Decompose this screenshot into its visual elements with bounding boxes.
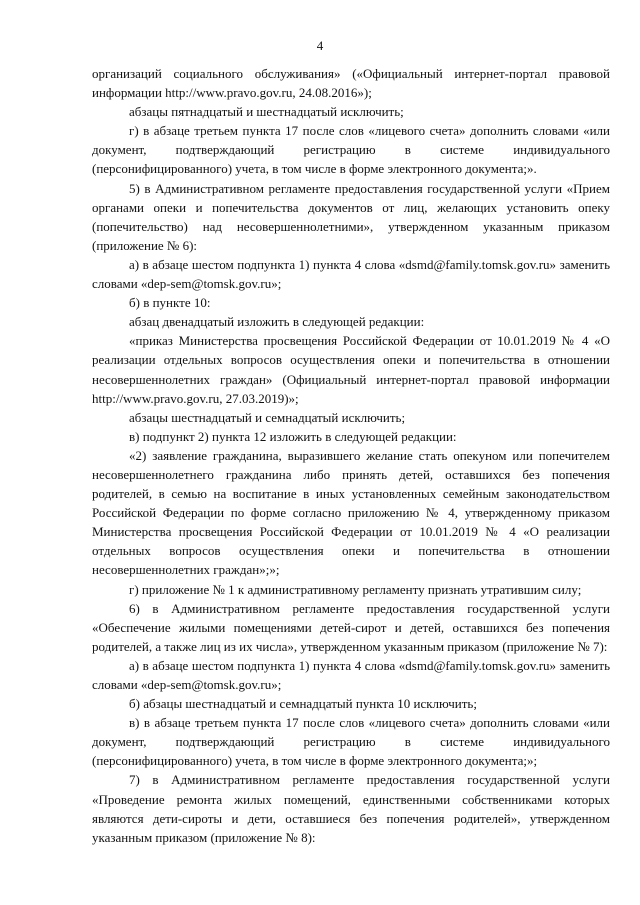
document-body bbox=[92, 64, 610, 847]
paragraph: 6) в Административном регламенте предоставления государственной услуги «Обеспечение жилыми помещениями детей-сирот и детей, оставшихся без попечения родителей, а также лиц из их числа», утвержденном указанным приказом (приложение № 7): bbox=[92, 600, 610, 654]
paragraph: организаций социального обслуживания» («Официальный интернет-портал правовой информации http://www.pravo.gov.ru, 24.08.2016»); bbox=[92, 66, 610, 101]
paragraph: «приказ Министерства просвещения Российской Федерации от 10.01.2019 № 4 «О реализации отдельных вопросов осуществления опеки и попечительства в отношении несовершеннолетних граждан» (Официальный интернет-портал правовой информации http://www.pravo.gov.ru, 27.03.2019)»; bbox=[92, 333, 610, 406]
paragraph: г) приложение № 1 к административному регламенту признать утратившим силу; bbox=[129, 581, 582, 597]
paragraph: 5) в Административном регламенте предоставления государственной услуги «Прием органами опеки и попечительства документов от лиц, желающих установить опеку (попечительство) над несовершеннолетними», утвержденном указанным приказом (приложение № 6): bbox=[92, 180, 610, 253]
paragraph: абзац двенадцатый изложить в следующей редакции: bbox=[129, 314, 425, 330]
paragraph: в) подпункт 2) пункта 12 изложить в следующей редакции: bbox=[129, 428, 457, 444]
paragraph: «2) заявление гражданина, выразившего желание стать опекуном или попечителем несовершеннолетнего гражданина либо принять детей, оставшихся без попечения родителей, в семью на воспитание в иных установленных семейным законодательством Российской Федерации по форме согласно приложению № 4, утвержденному приказом Министерства просвещения Российской Федерации от 10.01.2019 № 4 «О реализации отдельных вопросов осуществления опеки и попечительства в отношении несовершеннолетних граждан»;»; bbox=[92, 447, 610, 578]
paragraph: а) в абзаце шестом подпункта 1) пункта 4 слова «dsmd@family.tomsk.gov.ru» заменить словами «dep-sem@tomsk.gov.ru»; bbox=[92, 657, 610, 692]
paragraph: абзацы шестнадцатый и семнадцатый исключить; bbox=[129, 409, 406, 425]
paragraph: а) в абзаце шестом подпункта 1) пункта 4 слова «dsmd@family.tomsk.gov.ru» заменить словами «dep-sem@tomsk.gov.ru»; bbox=[92, 256, 610, 292]
paragraph: г) в абзаце третьем пункта 17 после слов «лицевого счета» дополнить словами «или документ, подтверждающий регистрацию в системе индивидуального (персонифицированного) учета, в том числе в форме электронного документа;». bbox=[92, 123, 610, 177]
page-number: 4 bbox=[316, 38, 324, 53]
paragraph: в) в абзаце третьем пункта 17 после слов «лицевого счета» дополнить словами «или документ, подтверждающий регистрацию в системе индивидуального (персонифицированного) учета, в том числе в форме электронного документа;»; bbox=[92, 715, 610, 769]
paragraph: б) абзацы шестнадцатый и семнадцатый пункта 10 исключить; bbox=[129, 696, 477, 712]
paragraph: б) в пункте 10: bbox=[129, 295, 211, 311]
paragraph: 7) в Административном регламенте предоставления государственной услуги «Проведение ремонта жилых помещений, единственными собственниками которых являются дети-сироты и дети, оставшиеся без попечения родителей», утвержденном указанным приказом (приложение № 8): bbox=[92, 772, 610, 845]
paragraph: абзацы пятнадцатый и шестнадцатый исключить; bbox=[129, 104, 404, 120]
